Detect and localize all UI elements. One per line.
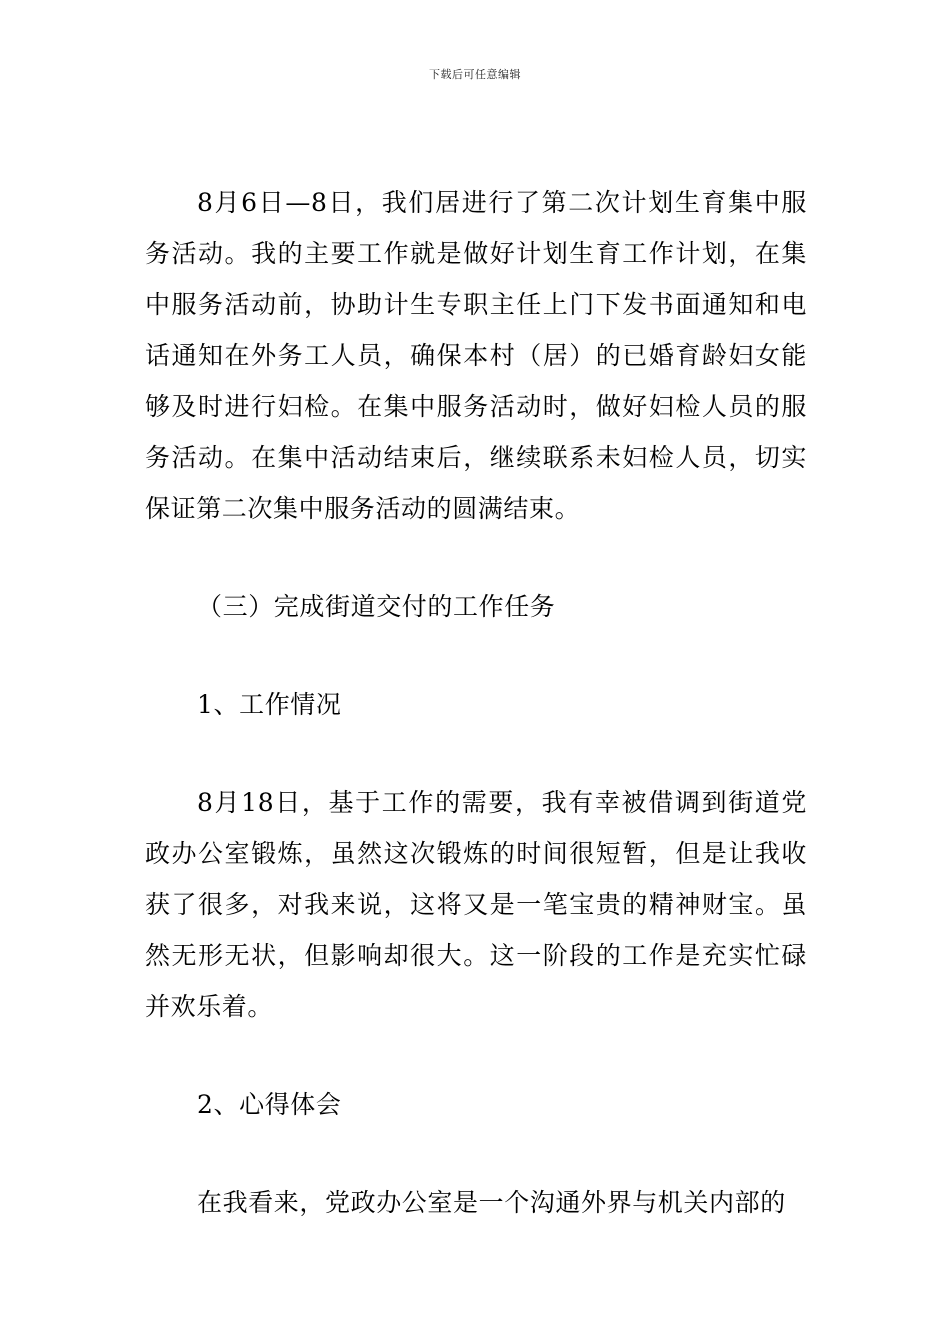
paragraph-spacer	[145, 632, 807, 679]
paragraph-spacer	[145, 730, 807, 777]
page-header-note: 下载后可任意编辑	[429, 68, 521, 81]
paragraph-spacer	[145, 534, 807, 581]
paragraph-spacer	[145, 1130, 807, 1177]
paragraph-family-planning-service: 8月6日—8日，我们居进行了第二次计划生育集中服务活动。我的主要工作就是做好计划生育工作计划，在集中服务活动前，协助计生专职主任上门下发书面通知和电话通知在外务工人员，确保本村（居）的已婚育龄妇女能够及时进行妇检。在集中服务活动时，做好妇检人员的服务活动。在集中活动结束后，继续联系未妇检人员，切实保证第二次集中服务活动的圆满结束。	[145, 188, 807, 523]
subheading-work-situation: 1、工作情况	[197, 690, 342, 719]
document-body	[145, 177, 807, 1228]
paragraph-office-view: 在我看来，党政办公室是一个沟通外界与机关内部的	[197, 1188, 786, 1217]
subheading-reflections: 2、心得体会	[197, 1090, 342, 1119]
paragraph-secondment: 8月18日，基于工作的需要，我有幸被借调到街道党政办公室锻炼，虽然这次锻炼的时间很短暂，但是让我收获了很多，对我来说，这将又是一笔宝贵的精神财宝。虽然无形无状，但影响却很大。这一阶段的工作是充实忙碌并欢乐着。	[145, 788, 807, 1021]
paragraph-spacer	[145, 1032, 807, 1079]
section-heading-3: （三）完成街道交付的工作任务	[197, 592, 556, 621]
